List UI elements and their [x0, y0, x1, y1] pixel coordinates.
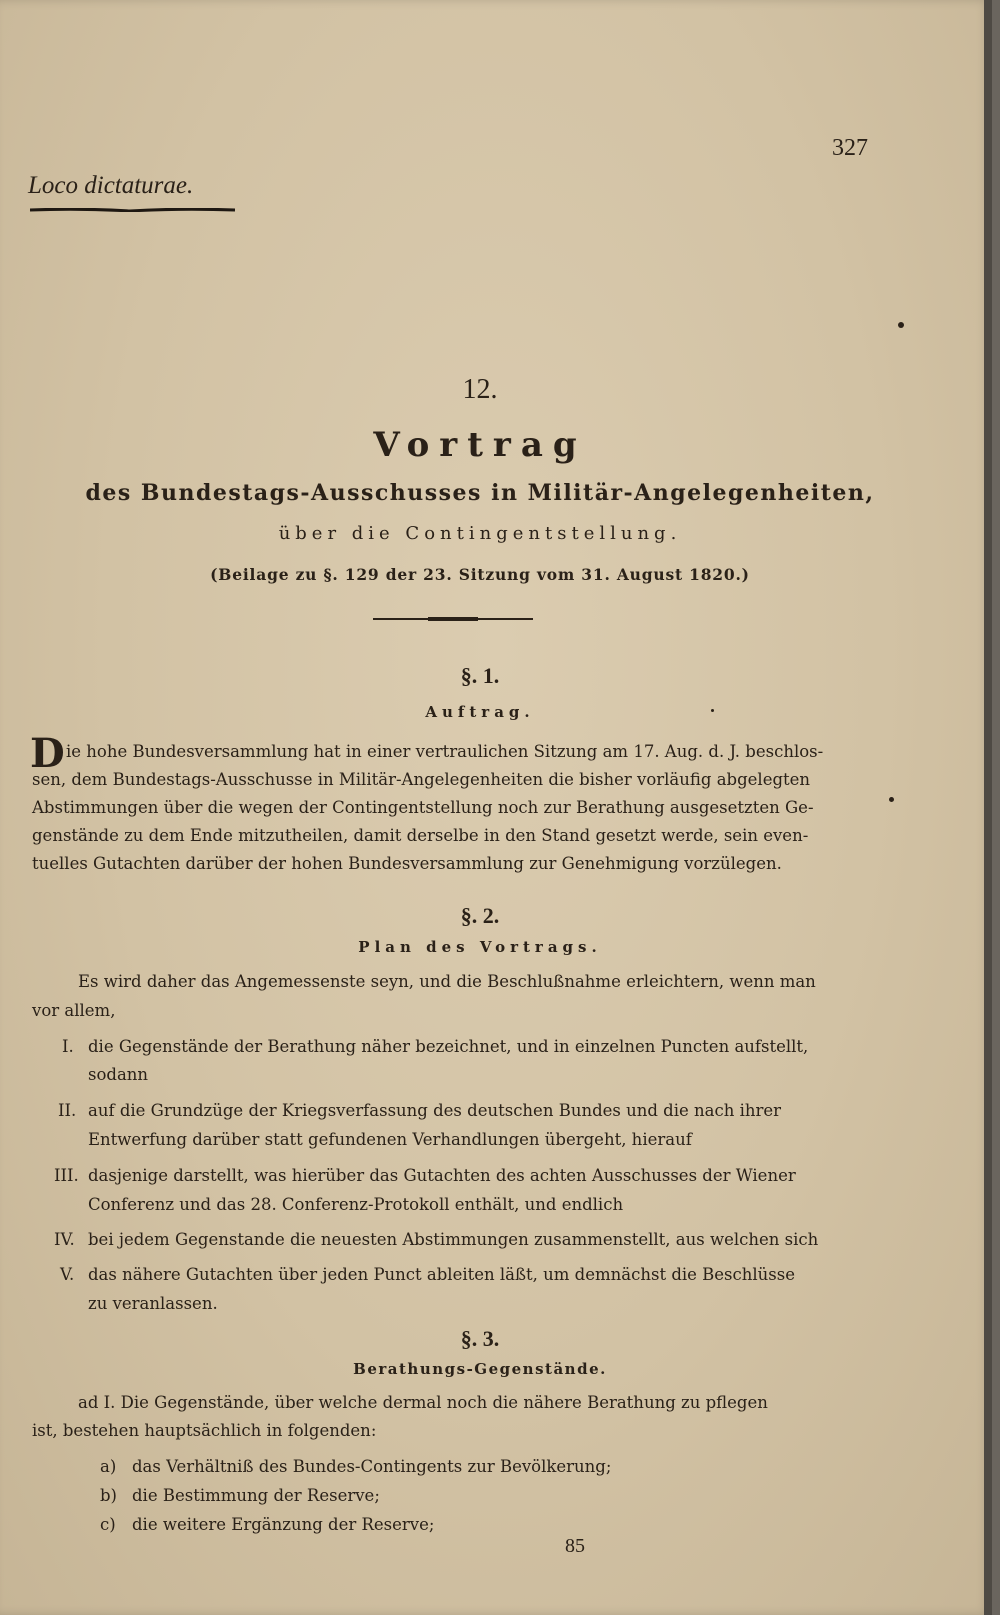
- list-item-line: zu veranlassen.: [88, 1294, 218, 1313]
- list-item-number: c): [100, 1515, 116, 1534]
- paragraph-line: Abstimmungen über die wegen der Contingentstellung noch zur Berathung ausgesetzten Ge-: [32, 798, 814, 817]
- paper-speck: [711, 709, 714, 712]
- document-number: 12.: [462, 374, 498, 405]
- list-item-line: bei jedem Gegenstande die neuesten Abstimmungen zusammenstellt, aus welchen sich: [88, 1230, 819, 1249]
- document-title: Vortrag: [373, 425, 587, 465]
- paragraph-line: Es wird daher das Angemessenste seyn, und die Beschlußnahme erleichtern, wenn man: [78, 972, 816, 991]
- section-heading: Berathungs-Gegenstände.: [353, 1360, 607, 1378]
- list-item-line: Conferenz und das 28. Conferenz-Protokoll enthält, und endlich: [88, 1195, 624, 1214]
- list-item-number: b): [100, 1486, 117, 1505]
- list-item-text: das Verhältniß des Bundes-Contingents zur Bevölkerung;: [132, 1457, 612, 1476]
- paragraph-line: sen, dem Bundestags-Ausschusse in Militär-Angelegenheiten die bisher vorläufig abgelegten: [32, 770, 811, 789]
- list-item-line: die Gegenstände der Berathung näher bezeichnet, und in einzelnen Puncten aufstellt,: [88, 1037, 809, 1056]
- document-topic: über die Contingentstellung.: [278, 523, 682, 544]
- paper-speck: [889, 797, 894, 802]
- list-item-line: sodann: [88, 1065, 149, 1084]
- list-item-line: auf die Grundzüge der Kriegsverfassung des deutschen Bundes und die nach ihrer: [88, 1101, 782, 1120]
- section-heading: Auftrag.: [425, 703, 535, 721]
- drop-cap: D: [30, 730, 65, 777]
- paragraph-line: ist, bestehen hauptsächlich in folgenden:: [32, 1421, 377, 1440]
- margin-note: Loco dictaturae.: [28, 172, 194, 199]
- list-item-line: dasjenige darstellt, was hierüber das Gutachten des achten Ausschusses der Wiener: [88, 1166, 796, 1185]
- page-number: 327: [832, 135, 868, 161]
- section-number: §. 1.: [460, 663, 500, 688]
- list-item-number: IV.: [54, 1230, 75, 1249]
- list-item-text: die weitere Ergänzung der Reserve;: [132, 1515, 435, 1534]
- list-item-line: Entwerfung darüber statt gefundenen Verhandlungen übergeht, hierauf: [88, 1130, 692, 1149]
- paragraph-line: ie hohe Bundesversammlung hat in einer vertraulichen Sitzung am 17. Aug. d. J. beschlos-: [66, 742, 824, 761]
- paragraph-line: ad I. Die Gegenstände, über welche dermal noch die nähere Berathung zu pflegen: [78, 1393, 768, 1412]
- section-heading: Plan des Vortrags.: [358, 938, 602, 956]
- paragraph-line: genstände zu dem Ende mitzutheilen, damit derselbe in den Stand gesetzt werde, sein even-: [32, 826, 809, 845]
- section-number: §. 3.: [460, 1326, 500, 1351]
- section-number: §. 2.: [460, 903, 500, 928]
- list-item-number: V.: [60, 1265, 75, 1284]
- signature-mark: 85: [565, 1535, 585, 1557]
- list-item-number: I.: [62, 1037, 74, 1056]
- paragraph-line: tuelles Gutachten darüber der hohen Bundesversammlung zur Genehmigung vorzülegen.: [32, 854, 782, 873]
- paragraph-line: vor allem,: [32, 1001, 116, 1020]
- list-item-number: a): [100, 1457, 117, 1476]
- list-item-text: die Bestimmung der Reserve;: [132, 1486, 380, 1505]
- title-divider: [373, 618, 533, 620]
- list-item-number: II.: [58, 1101, 77, 1120]
- document-subtitle: des Bundestags-Ausschusses in Militär-Angelegenheiten,: [85, 480, 875, 506]
- paper-speck: [898, 322, 904, 328]
- margin-note-underline: [30, 208, 235, 212]
- page-edge-shadow: [984, 0, 992, 1615]
- supplement-reference: (Beilage zu §. 129 der 23. Sitzung vom 31. August 1820.): [210, 565, 750, 584]
- list-item-number: III.: [54, 1166, 79, 1185]
- list-item-line: das nähere Gutachten über jeden Punct ableiten läßt, um demnächst die Beschlüsse: [88, 1265, 795, 1284]
